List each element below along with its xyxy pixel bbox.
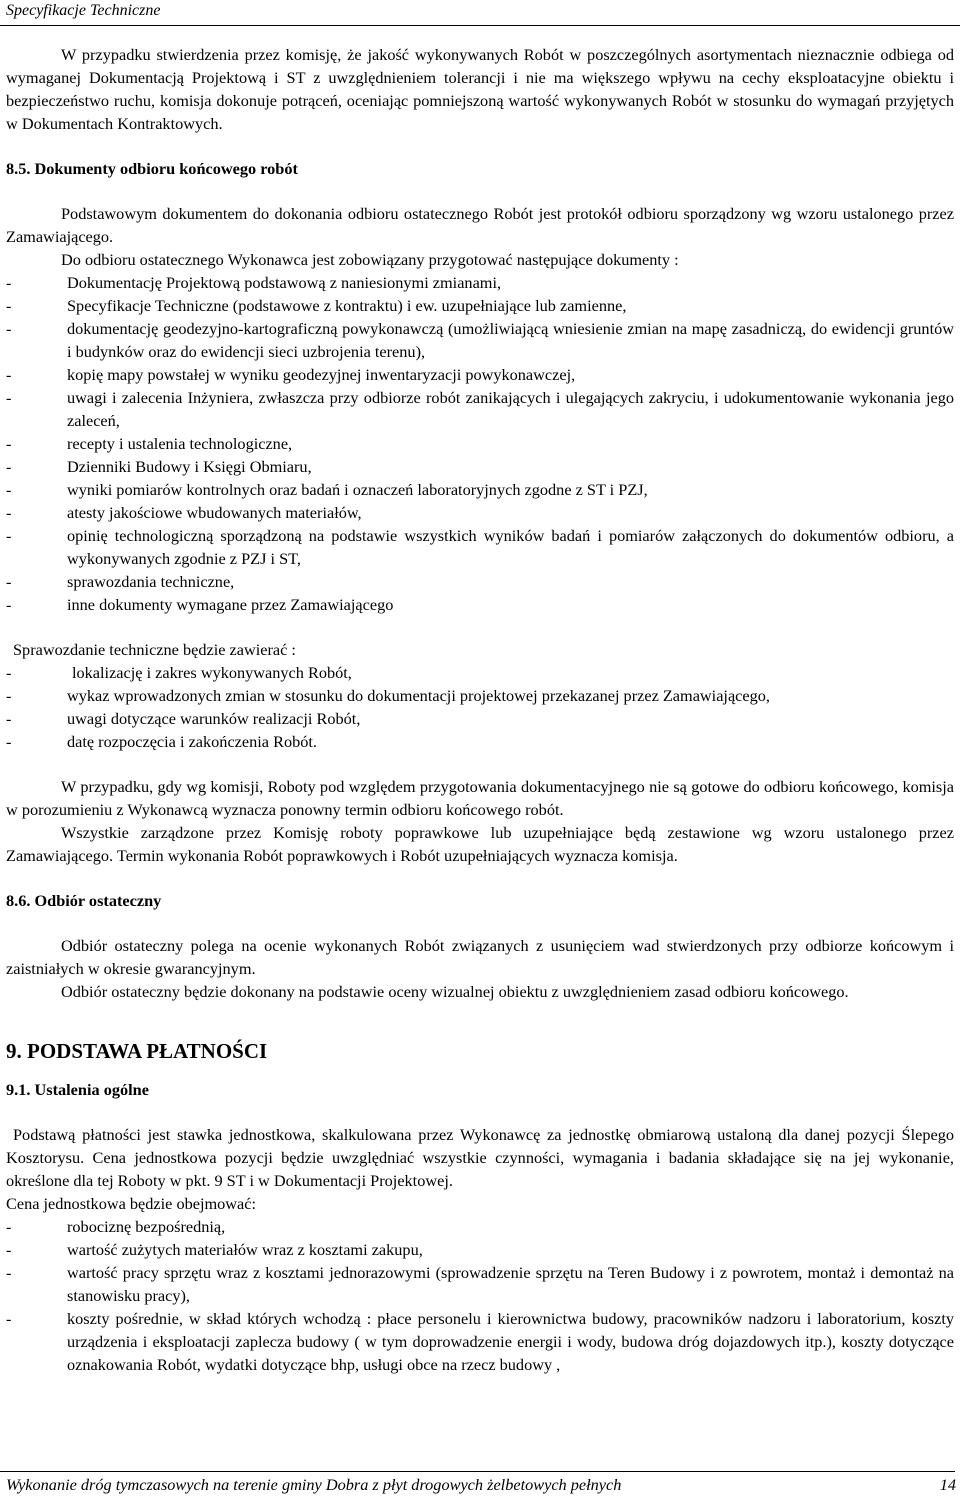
s86-paragraph-2: Odbiór ostateczny będzie dokonany na podstawie oceny wizualnej obiektu z uwzględnieniem zasad odbioru końcowego. xyxy=(61,982,849,1001)
list-item: - koszty pośrednie, w skład których wchodzą : płace personelu i kierownictwa budowy, pracowników nadzoru i laboratorium, koszty urządzenia i eksploatacji zaplecza budowy ( w tym doprowadzenie energii i wody, budowa dróg dojazdowych itp.), koszty dotyczące oznakowania Robót, wydatki dotyczące bhp, usługi obce na rzecz budowy , xyxy=(6,1309,954,1374)
list-item: - dokumentację geodezyjno-kartograficzną powykonawczą (umożliwiającą wniesienie zmian na mapę zasadniczą, do ewidencji gruntów i budynków oraz do ewidencji sieci uzbrojenia terenu), xyxy=(6,319,954,361)
header-rule xyxy=(0,25,960,26)
running-footer xyxy=(6,1474,954,1496)
list-item: - recepty i ustalenia technologiczne, xyxy=(6,434,293,453)
list-item: - Dzienniki Budowy i Księgi Obmiaru, xyxy=(6,457,312,476)
s85-paragraph-1: Podstawowym dokumentem do dokonania odbioru ostatecznego Robót jest protokół odbioru sporządzony wg wzoru ustalonego przez Zamawiającego. xyxy=(6,204,954,246)
report-list xyxy=(6,661,954,753)
list-item: - robociznę bezpośrednią, xyxy=(6,1217,226,1236)
section-9-1-heading: 9.1. Ustalenia ogólne xyxy=(6,1080,149,1099)
list-item: - Dokumentację Projektową podstawową z naniesionymi zmianami, xyxy=(6,273,502,292)
page-number: 14 xyxy=(939,1475,956,1494)
documents-list xyxy=(6,271,954,616)
list-item: - wykaz wprowadzonych zmian w stosunku do dokumentacji projektowej przekazanej przez Zamawiającego, xyxy=(6,686,770,705)
intro-paragraph: W przypadku stwierdzenia przez komisję, że jakość wykonywanych Robót w poszczególnych asortymentach nieznacznie odbiega od wymaganej Dokumentacją Projektową i ST z uwzględnieniem tolerancji i nie ma większego wpływu na cechy eksploatacyjne obiektu i bezpieczeństwo ruchu, komisja dokonuje potrąceń, oceniając pomniejszoną wartość wykonywanych Robót w stosunku do wymagań przyjętych w Dokumentach Kontraktowych. xyxy=(6,45,954,133)
report-intro: Sprawozdanie techniczne będzie zawierać : xyxy=(13,640,296,659)
list-item: - datę rozpoczęcia i zakończenia Robót. xyxy=(6,732,317,751)
page-content xyxy=(6,43,954,1376)
list-item: - uwagi i zalecenia Inżyniera, zwłaszcza przy odbiorze robót zanikających i ulegających zakryciu, i udokumentowanie wykonania jego zaleceń, xyxy=(6,388,954,430)
list-item: - atesty jakościowe wbudowanych materiałów, xyxy=(6,503,362,522)
footer-title: Wykonanie dróg tymczasowych na terenie gminy Dobra z płyt drogowych żelbetowych pełnych xyxy=(6,1475,622,1494)
list-item: - wartość pracy sprzętu wraz z kosztami jednorazowymi (sprowadzenie sprzętu na Teren Budowy i z powrotem, montaż i demontaż na stanowisku pracy), xyxy=(6,1263,954,1305)
list-item: - uwagi dotyczące warunków realizacji Robót, xyxy=(6,709,361,728)
list-item: - lokalizację i zakres wykonywanych Robót, xyxy=(6,663,352,682)
section-9-heading: 9. PODSTAWA PŁATNOŚCI xyxy=(6,1039,268,1063)
list-item: - opinię technologiczną sporządzoną na podstawie wszystkich wyników badań i pomiarów załączonych do dokumentów odbioru, a wykonywanych zgodnie z PZJ i ST, xyxy=(6,526,954,568)
section-8-5-heading: 8.5. Dokumenty odbioru końcowego robót xyxy=(6,159,298,178)
list-item: - inne dokumenty wymagane przez Zamawiającego xyxy=(6,595,394,614)
s86-paragraph-1: Odbiór ostateczny polega na ocenie wykonanych Robót związanych z usunięciem wad stwierdzonych przy odbiorze końcowym i zaistniałych w okresie gwarancyjnym. xyxy=(6,936,954,978)
s85-paragraph-4: Wszystkie zarządzone przez Komisję roboty poprawkowe lub uzupełniające będą zestawione wg wzoru ustalonego przez Zamawiającego. Termin wykonania Robót poprawkowych i Robót uzupełniających wyznacza komisja. xyxy=(6,823,954,865)
list-item: - kopię mapy powstałej w wyniku geodezyjnej inwentaryzacji powykonawczej, xyxy=(6,365,576,384)
price-components-list xyxy=(6,1215,954,1376)
s9-paragraph-2: Cena jednostkowa będzie obejmować: xyxy=(6,1194,257,1213)
section-8-6-heading: 8.6. Odbiór ostateczny xyxy=(6,891,162,910)
s85-paragraph-2: Do odbioru ostatecznego Wykonawca jest zobowiązany przygotować następujące dokumenty : xyxy=(61,250,679,269)
list-item: - sprawozdania techniczne, xyxy=(6,572,235,591)
list-item: - wartość zużytych materiałów wraz z kosztami zakupu, xyxy=(6,1240,423,1259)
s85-paragraph-3: W przypadku, gdy wg komisji, Roboty pod względem przygotowania dokumentacyjnego nie są gotowe do odbioru końcowego, komisja w porozumieniu z Wykonawcą wyznacza ponowny termin odbioru końcowego robót. xyxy=(6,777,954,819)
running-header: Specyfikacje Techniczne xyxy=(6,2,161,19)
list-item: - wyniki pomiarów kontrolnych oraz badań i oznaczeń laboratoryjnych zgodne z ST i PZJ, xyxy=(6,480,648,499)
footer-rule xyxy=(0,1471,955,1472)
list-item: - Specyfikacje Techniczne (podstawowe z kontraktu) i ew. uzupełniające lub zamienne, xyxy=(6,296,627,315)
s9-paragraph-1: Podstawą płatności jest stawka jednostkowa, skalkulowana przez Wykonawcę za jednostkę obmiarową ustaloną dla danej pozycji Ślepego Kosztorysu. Cena jednostkowa pozycji będzie uwzględniać wszystkie czynności, wymagania i badania składające się na jej wykonanie, określone dla tej Roboty w pkt. 9 ST i w Dokumentacji Projektowej. xyxy=(6,1125,954,1190)
